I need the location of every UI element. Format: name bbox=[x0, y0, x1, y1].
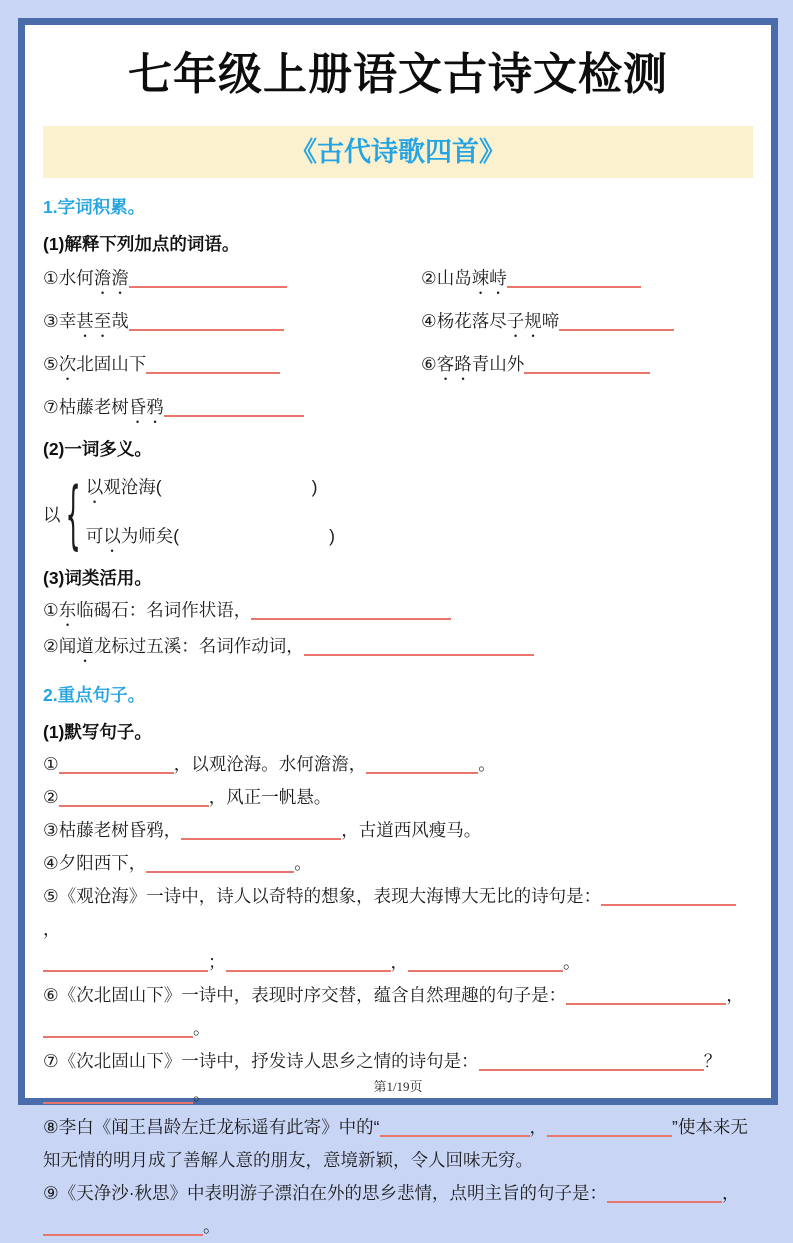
dictation-list bbox=[43, 748, 753, 1243]
answer-blank bbox=[146, 854, 294, 872]
answer-blank bbox=[559, 312, 674, 330]
item-text: ⑦《次北固山下》一诗中，抒发诗人思乡之情的诗句是： bbox=[43, 1050, 479, 1071]
answer-blank bbox=[251, 601, 451, 619]
polysemy-group bbox=[43, 471, 753, 559]
emphasized-word: 澹澹 bbox=[93, 267, 129, 288]
item-number: ⑦ bbox=[43, 396, 59, 417]
item-text: 。 bbox=[294, 852, 312, 873]
item-number: ⑤ bbox=[43, 353, 59, 374]
item-text: 枯藤老树 bbox=[58, 396, 129, 417]
answer-blank bbox=[507, 269, 641, 287]
section-1-heading: 1.字词积累。 bbox=[43, 196, 146, 217]
item-text: ① bbox=[43, 753, 59, 774]
brace-glyph: { bbox=[65, 471, 81, 559]
answer-blank bbox=[43, 1019, 193, 1037]
answer-blank bbox=[601, 887, 736, 905]
item-text: ，风正一帆悬。 bbox=[208, 786, 332, 807]
answer-blank bbox=[146, 355, 280, 373]
item-text: ，古道西风瘦马。 bbox=[341, 819, 482, 840]
item-text: 幸 bbox=[58, 310, 77, 331]
answer-blank bbox=[524, 355, 650, 373]
answer-blank bbox=[479, 1052, 704, 1070]
polysemy-heading: (2)一词多义。 bbox=[43, 438, 152, 459]
item-number: ⑥ bbox=[421, 353, 437, 374]
item-text: 龙标过五溪：名词作动词， bbox=[93, 635, 304, 656]
vocab-item bbox=[421, 309, 753, 341]
item-text: 北固山下 bbox=[76, 353, 147, 374]
item-text: 。 bbox=[203, 1215, 221, 1236]
conjugation-heading: (3)词类活用。 bbox=[43, 567, 152, 588]
item-number: ② bbox=[43, 635, 59, 656]
item-text: 山岛 bbox=[436, 267, 472, 288]
vocab-heading: (1)解释下列加点的词语。 bbox=[43, 233, 240, 254]
dictation-heading: (1)默写句子。 bbox=[43, 721, 152, 742]
conjugation-item bbox=[43, 630, 753, 666]
item-number: ① bbox=[43, 267, 59, 288]
answer-blank bbox=[59, 788, 209, 806]
emphasized-word: 子规 bbox=[506, 310, 542, 331]
item-text: 闻 bbox=[58, 635, 77, 656]
emphasized-word: 以 bbox=[103, 525, 121, 546]
conjugation-item bbox=[43, 594, 753, 630]
answer-blank bbox=[366, 755, 478, 773]
item-text: ，以观沧海。水何澹澹， bbox=[173, 753, 367, 774]
vocab-item bbox=[43, 395, 421, 427]
item-text: 。 bbox=[563, 951, 581, 972]
vocab-item bbox=[43, 309, 421, 341]
emphasized-word: 昏鸦 bbox=[128, 396, 164, 417]
dictation-item bbox=[43, 847, 753, 880]
item-text: ， bbox=[390, 951, 408, 972]
line-text: 为师矣 bbox=[120, 525, 174, 546]
answer-blank bbox=[380, 1118, 530, 1136]
answer-blank bbox=[59, 755, 174, 773]
item-number: ③ bbox=[43, 310, 59, 331]
answer-blank bbox=[43, 1217, 203, 1235]
answer-blank bbox=[408, 953, 563, 971]
answer-blank bbox=[181, 821, 341, 839]
item-text: ⑧李白《闻王昌龄左迁龙标遥有此寄》中的“ bbox=[43, 1116, 380, 1137]
answer-blank bbox=[129, 269, 287, 287]
item-text: ⑨《天净沙·秋思》中表明游子漂泊在外的思乡悲情，点明主旨的句子是： bbox=[43, 1182, 608, 1203]
answer-blank bbox=[566, 986, 726, 1004]
item-text: ； bbox=[208, 951, 226, 972]
item-text: ⑥《次北固山下》一诗中，表现时序交替，蕴含自然理趣的句子是： bbox=[43, 984, 567, 1005]
item-text: ”使本来无知无情的明月成了善解人意的朋友，意境新颖，令人回味无穷。 bbox=[43, 1116, 748, 1170]
section-2-heading: 2.重点句子。 bbox=[43, 684, 146, 705]
vocab-item bbox=[421, 352, 753, 384]
dictation-item bbox=[43, 748, 753, 781]
item-text: 哉 bbox=[111, 310, 129, 331]
lesson-banner: 《古代诗歌四首》 bbox=[43, 126, 753, 178]
worksheet-page bbox=[18, 18, 778, 1236]
dictation-item bbox=[43, 1177, 753, 1243]
item-text: ④夕阳西下， bbox=[43, 852, 147, 873]
dictation-item bbox=[43, 781, 753, 814]
answer-blank bbox=[129, 312, 284, 330]
polysemy-line bbox=[86, 475, 335, 507]
item-text: 杨花落尽 bbox=[436, 310, 507, 331]
item-text: 啼 bbox=[541, 310, 560, 331]
emphasized-word: 客路 bbox=[436, 353, 472, 374]
close-paren: ) bbox=[311, 476, 318, 497]
dictation-item bbox=[43, 979, 753, 1045]
emphasized-word: 东 bbox=[58, 599, 77, 620]
item-number: ④ bbox=[421, 310, 437, 331]
vocab-grid bbox=[43, 266, 753, 427]
item-text: ， bbox=[726, 984, 744, 1005]
open-paren: ( bbox=[155, 476, 162, 497]
answer-blank bbox=[607, 1184, 722, 1202]
polysemy-line bbox=[86, 524, 335, 556]
emphasized-word: 道 bbox=[76, 635, 94, 656]
item-text: ， bbox=[529, 1116, 548, 1137]
item-text: 。 bbox=[193, 1017, 211, 1038]
item-text: 水何 bbox=[58, 267, 94, 288]
polysemy-headword: 以 bbox=[43, 505, 61, 526]
emphasized-word: 竦峙 bbox=[471, 267, 507, 288]
vocab-item bbox=[43, 266, 421, 298]
vocab-item bbox=[421, 266, 753, 298]
emphasized-word: 甚至 bbox=[76, 310, 112, 331]
answer-blank bbox=[164, 398, 304, 416]
dictation-item bbox=[43, 880, 753, 979]
answer-blank bbox=[43, 953, 208, 971]
conjugation-list bbox=[43, 594, 753, 666]
item-text: ② bbox=[43, 786, 59, 807]
line-text: 观沧海 bbox=[103, 476, 156, 497]
item-number: ① bbox=[43, 599, 59, 620]
item-text: ③枯藤老树昏鸦， bbox=[43, 819, 182, 840]
close-paren: ) bbox=[329, 525, 335, 546]
emphasized-word: 以 bbox=[85, 476, 104, 497]
item-number: ② bbox=[421, 267, 437, 288]
item-text: 。 bbox=[478, 753, 496, 774]
emphasized-word: 次 bbox=[58, 353, 77, 374]
item-text: 青山外 bbox=[471, 353, 525, 374]
answer-blank bbox=[547, 1118, 672, 1136]
dictation-item bbox=[43, 814, 753, 847]
item-text: ， bbox=[722, 1182, 740, 1203]
item-text: ， bbox=[43, 918, 61, 939]
answer-blank bbox=[304, 637, 534, 655]
item-text: 临碣石：名词作状语， bbox=[76, 599, 252, 620]
line-text: 可 bbox=[85, 525, 104, 546]
item-text: 。 bbox=[193, 1083, 211, 1104]
vocab-item bbox=[43, 352, 421, 384]
item-text: ？ bbox=[703, 1050, 722, 1071]
item-text: ⑤《观沧海》一诗中，诗人以奇特的想象，表现大海博大无比的诗句是： bbox=[43, 885, 602, 906]
dictation-item bbox=[43, 1111, 753, 1177]
open-paren: ( bbox=[173, 525, 180, 546]
polysemy-lines bbox=[86, 475, 335, 556]
page-title: 七年级上册语文古诗文检测 bbox=[128, 50, 668, 99]
page-number: 第1/19页 bbox=[373, 1079, 423, 1094]
answer-blank bbox=[226, 953, 391, 971]
